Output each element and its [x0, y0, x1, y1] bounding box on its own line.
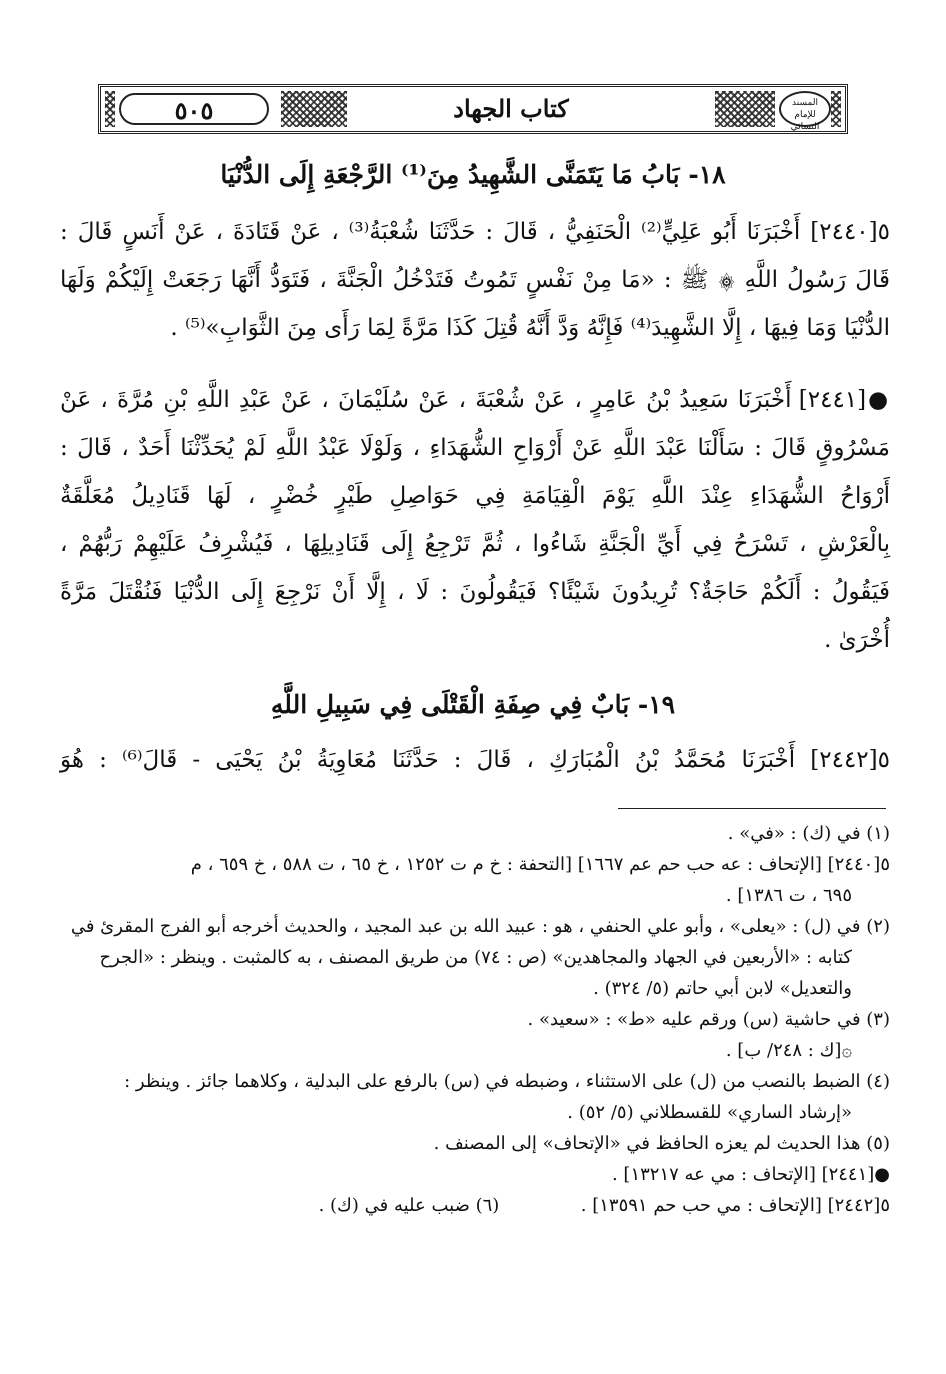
chapter-heading-19: ١٩- بَابٌ فِي صِفَةِ الْقَتْلَى فِي سَبِيلِ اللَّهِ	[270, 690, 676, 719]
hadith-2441	[60, 376, 890, 664]
footnote-2442: ٥[٢٤٤٢] [الإتحاف : مي حب حم ١٣٥٩١] .	[580, 1195, 890, 1216]
hadith-2440-line-1: ٥[٢٤٤٠] أَخْبَرَنَا أَبُو عَلِيٍّ⁽²⁾ الْحَنَفِيُّ ، قَالَ : حَدَّثَنَا شُعْبَةُ⁽³⁾ ، عَنْ قَتَادَةَ ، عَنْ أَنَسٍ قَالَ :	[60, 219, 890, 245]
hadith-2441-line-2: مَسْرُوقٍ قَالَ : سَأَلْنَا عَبْدَ اللَّهِ عَنْ أَرْوَاحِ الشُّهَدَاءِ ، وَلَوْلَا عَبْدُ اللَّهِ لَمْ يُحَدِّثْنَا أَحَدٌ ، قَالَ :	[60, 435, 890, 461]
footnote-1: (١) في (ك) : «في» .	[727, 823, 890, 844]
footnotes	[60, 818, 890, 1221]
hadith-2442-line-1: ٥[٢٤٤٢] أَخْبَرَنَا مُحَمَّدُ بْنُ الْمُبَارَكِ ، قَالَ : حَدَّثَنَا مُعَاوِيَةُ بْنُ يَحْيَى - قَالَ⁽⁶⁾ : هُوَ	[60, 747, 890, 773]
header-ornament-left-edge	[105, 91, 115, 127]
footnote-2440-line-2: ٦٩٥ ، ت ١٣٨٦] .	[725, 885, 852, 906]
footnote-separator	[618, 808, 886, 809]
footnote-4-line-2: «إرشاد الساري» للقسطلاني (٥/ ٥٢) .	[567, 1102, 852, 1123]
hadith-2441-line-3: أَرْوَاحُ الشُّهَدَاءِ عِنْدَ اللَّهِ يَوْمَ الْقِيَامَةِ فِي حَوَاصِلِ طَيْرٍ خُضْرٍ ، لَهَا قَنَادِيلُ مُعَلَّقَةٌ	[60, 483, 890, 509]
footnote-3: (٣) في حاشية (س) ورقم عليه «ط» : «سعيد» .	[527, 1009, 890, 1030]
footnote-6: (٦) ضبب عليه في (ك) .	[318, 1195, 500, 1216]
footnote-2-line-3: والتعديل» لابن أبي حاتم (٥/ ٣٢٤) .	[593, 978, 852, 999]
footnote-folio-marker: ۞[ك : ٢٤٨/ ب] .	[725, 1040, 852, 1061]
hadith-2441-line-4: بِالْعَرْشِ ، تَسْرَحُ فِي أَيِّ الْجَنَّةِ شَاءُوا ، ثُمَّ تَرْجِعُ إِلَى قَنَادِيلِهَا ، فَيُشْرِفُ عَلَيْهِمْ رَبُّهُمْ ،	[60, 531, 890, 557]
seal-logo: المسند للإمام النسائي	[779, 91, 831, 127]
hadith-2440-line-3: الدُّنْيَا وَمَا فِيهَا ، إِلَّا الشَّهِيدَ⁽⁴⁾ فَإِنَّهُ وَدَّ أَنَّهُ قُتِلَ كَذَا مَرَّةً لِمَا رَأَى مِنَ الثَّوَابِ»⁽⁵⁾ .	[170, 315, 890, 341]
footnote-last-row	[60, 1190, 890, 1221]
footnote-4-line-1: (٤) الضبط بالنصب من (ل) على الاستثناء ، وضبطه في (س) بالرفع على البدلية ، وكلاهما جائز . وينظر :	[124, 1071, 890, 1092]
header-ornament-right	[715, 91, 775, 127]
header-ornament-left	[281, 91, 347, 127]
footnote-2-line-1: (٢) في (ل) : «يعلى» ، وأبو علي الحنفي ، هو : عبيد الله بن عبد المجيد ، والحديث أخرجه أبو الفرج المقرئ في	[70, 916, 890, 937]
hadith-2440	[60, 208, 890, 352]
hadith-2442	[60, 736, 890, 784]
footnote-5: (٥) هذا الحديث لم يعزه الحافظ في «الإتحاف» إلى المصنف .	[433, 1133, 890, 1154]
hadith-2441-line-1: ●[٢٤٤١] أَخْبَرَنَا سَعِيدُ بْنُ عَامِرٍ ، عَنْ شُعْبَةَ ، عَنْ سُلَيْمَانَ ، عَنْ عَبْدِ اللَّهِ بْنِ مُرَّةَ ، عَنْ	[60, 387, 890, 413]
footnote-2441: ●[٢٤٤١] [الإتحاف : مي عه ١٣٢١٧] .	[611, 1164, 890, 1185]
hadith-2440-line-2: قَالَ رَسُولُ اللَّهِ ۞ ﷺ : «مَا مِنْ نَفْسٍ تَمُوتُ فَتَدْخُلُ الْجَنَّةَ ، فَتَوَدُّ أَنَّهَا رَجَعَتْ إِلَيْكُمْ وَلَهَا	[60, 267, 890, 293]
book-title: كتاب الجهاد	[453, 94, 569, 123]
chapter-heading-18: ١٨- بَابُ مَا يَتَمَنَّى الشَّهِيدُ مِنَ⁽¹⁾ الرَّجْعَةِ إِلَى الدُّنْيَا	[220, 160, 726, 189]
page-number: ٥٠٥	[119, 93, 269, 125]
footnote-2440-line-1: ٥[٢٤٤٠] [الإتحاف : عه حب حم عم ١٦٦٧] [التحفة : خ م ت ١٢٥٢ ، خ ٦٥ ، ت ٥٨٨ ، خ ٦٥٩ ، م	[190, 854, 890, 875]
footnote-2-line-2: كتابه : «الأربعين في الجهاد والمجاهدين» (ص : ٧٤) من طريق المصنف ، به كالمثبت . وينظر : «الجرح	[99, 947, 852, 968]
header-ornament-right-edge	[831, 91, 841, 127]
hadith-2441-line-6: أُخْرَىٰ .	[824, 627, 890, 653]
hadith-2441-line-5: فَيَقُولُ : أَلَكُمْ حَاجَةٌ؟ تُرِيدُونَ شَيْئًا؟ فَيَقُولُونَ : لَا ، إِلَّا أَنْ نَرْجِعَ إِلَى الدُّنْيَا فَنُقْتَلَ مَرَّةً	[60, 579, 890, 605]
page-header	[98, 84, 848, 134]
